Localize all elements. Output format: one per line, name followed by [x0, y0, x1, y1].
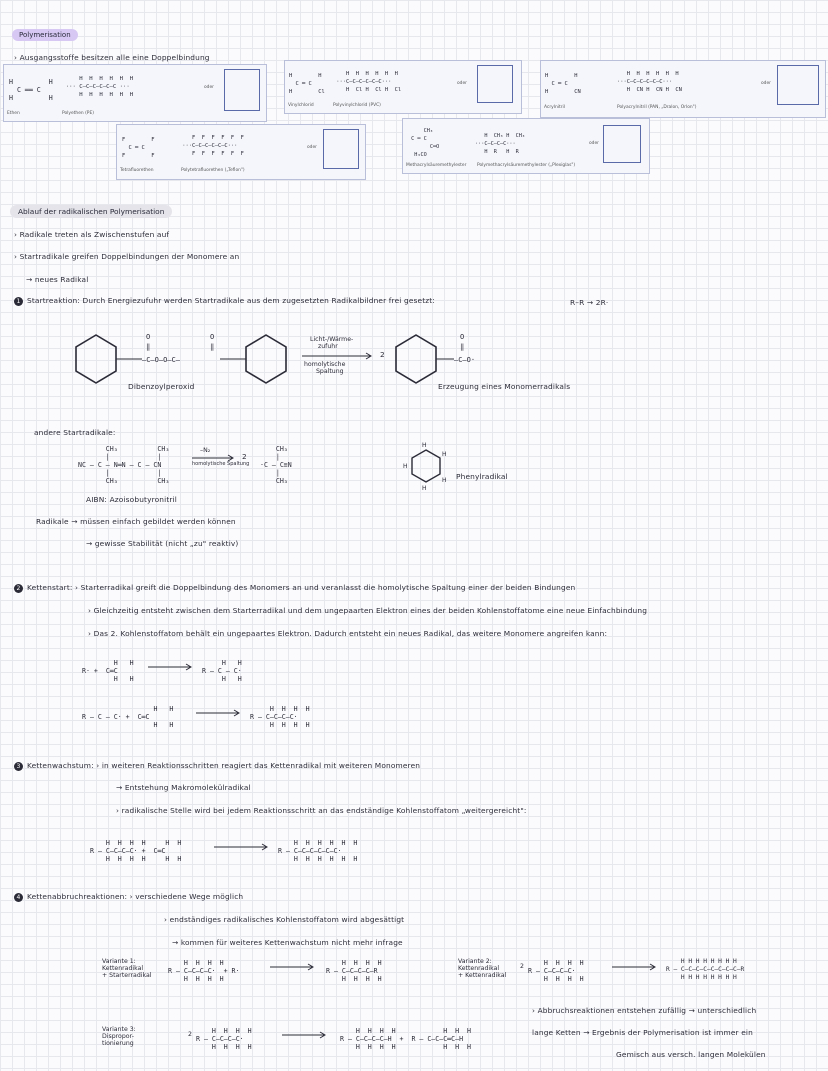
note-line: › Das 2. Kohlenstoffatom behält ein ungepaartes Elektron. Dadurch entsteht ein neues Radikal, das weitere Monomere angreifen kann: [88, 629, 608, 638]
step-text: Startreaktion: Durch Energiezufuhr werden Startradikale aus dem zugesetzten Radikalbildner frei gesetzt: [27, 296, 435, 305]
arrow-condition: Spaltung [316, 368, 344, 375]
svg-text:H: H [442, 451, 447, 458]
pmma-chain: H CH₃ H CH₃ ···C–C–C–C··· H R H R [475, 133, 525, 156]
ethen-formula: H H C ══ C H H [9, 77, 53, 102]
step-number-badge: 4 [14, 893, 23, 902]
step-kettenstart [14, 583, 575, 593]
wachstum-eq-left: H H H H H H R – C–C–C–C· + C═C H H H H H H [90, 838, 182, 863]
svg-text:‖: ‖ [460, 343, 465, 351]
arrow-condition: –N₂ [200, 447, 211, 454]
step-number-badge: 1 [14, 297, 23, 306]
monomer-caption: Vinylchlorid [288, 103, 314, 108]
aibn-label: AIBN: Azoisobutyronitril [86, 495, 177, 504]
variant-label: Variante 1: [102, 958, 136, 965]
ptfe-chain: F F F F F F ···C–C–C–C–C–C··· F F F F F F [182, 135, 244, 158]
note-line: → Entstehung Makromolekülradikal [116, 783, 251, 792]
structure-box-tetrafluorethen [116, 124, 366, 180]
wachstum-eq-right: H H H H H H R – C–C–C–C–C–C· H H H H H H [278, 838, 358, 863]
structure-box-acrylnitril [540, 60, 826, 118]
repeat-unit-bracket [777, 65, 819, 105]
svg-text:H: H [403, 463, 408, 470]
svg-text:O: O [210, 333, 215, 341]
polymer-caption: Polytetrafluorethen („Teflon") [181, 168, 245, 173]
variante3-left: H H H H R – C–C–C–C· H H H H [196, 1026, 252, 1051]
note-line: › endständiges radikalisches Kohlenstoffatom wird abgesättigt [164, 915, 405, 924]
dibenzoylperoxid-label: Dibenzoylperoxid [128, 382, 195, 391]
section-heading: Ablauf der radikalischen Polymerisation [10, 205, 172, 218]
monomer-caption: Ethen [7, 111, 20, 116]
variante1-left: H H H H R – C–C–C–C· + R· H H H H [168, 958, 240, 983]
svg-text:H: H [442, 477, 447, 484]
kettenstart-eq2-right: H H H H R – C–C–C–C· H H H H [250, 704, 310, 729]
vinylchlorid-formula: H H C ═ C H Cl [289, 73, 325, 96]
step-text: Kettenwachstum: › in weiteren Reaktionsschritten reagiert das Kettenradikal mit weiteren Monomeren [27, 761, 421, 770]
svg-text:–C–O·: –C–O· [454, 356, 476, 364]
pan-chain: H H H H H H ···C–C–C–C–C–C··· H CN H CN H CN [617, 71, 682, 94]
repeat-unit-bracket [477, 65, 513, 103]
other-starters-label: andere Startradikale: [34, 428, 116, 437]
phenyl-radical-structure [402, 440, 452, 490]
variant-label: Variante 3: [102, 1026, 136, 1033]
equation: R–R → 2R· [570, 298, 609, 307]
kettenstart-eq1-right: H H R – C – C· H H [202, 658, 242, 683]
polymer-caption: Polyacrylnitril (PAN, „Dralon, Orlon") [617, 105, 697, 110]
variant-label: Kettenradikal [458, 965, 500, 972]
svg-text:O: O [146, 333, 151, 341]
variante2-left: H H H H R – C–C–C–C· H H H H [528, 958, 584, 983]
reaction-arrow [302, 353, 374, 359]
svg-text:H: H [422, 485, 427, 492]
step-number-badge: 2 [14, 584, 23, 593]
polymer-caption: Polyvinylchlorid (PVC) [333, 103, 381, 108]
arrow-condition: homolytische Spaltung [192, 461, 250, 467]
arrow-condition: homolytische [304, 361, 346, 368]
reaction-arrow [612, 964, 658, 970]
variant-label: Kettenradikal [102, 965, 144, 972]
pe-chain: H H H H H H ··· C–C–C–C–C–C ··· H H H H H H [65, 75, 134, 98]
polymer-caption: Polyethen (PE) [62, 111, 94, 116]
acrylnitril-formula: H H C ═ C H CN [545, 73, 581, 96]
step-text: Kettenabbruchreaktionen: › verschiedene Wege möglich [27, 892, 244, 901]
repeat-unit-bracket [323, 129, 359, 169]
note-line: › Radikale treten als Zwischenstufen auf [14, 230, 170, 239]
variante1-right: H H H H R – C–C–C–C–R H H H H [326, 958, 382, 983]
arrow-condition: Licht-/Wärme- [310, 336, 354, 343]
variant-label: Variante 2: [458, 958, 492, 965]
svg-text:‖: ‖ [210, 343, 215, 351]
variant-label: Dispropor- [102, 1033, 134, 1040]
page-title: Polymerisation [12, 29, 78, 41]
coefficient: 2 [520, 963, 524, 970]
variant-label: + Starterradikal [102, 972, 152, 979]
svg-text:H: H [422, 442, 427, 449]
step-kettenabbruch [14, 892, 243, 902]
monomer-caption: Tetrafluorethen [120, 168, 154, 173]
coefficient: 2 [242, 452, 247, 461]
variant-label: tionierung [102, 1040, 134, 1047]
variante3-right: H H H H H H H R – C–C–C–C–H + R – C–C–C═C–H H H H H H H H [340, 1026, 472, 1051]
oder-label: oder [589, 141, 599, 146]
variant-label: + Kettenradikal [458, 972, 507, 979]
tfe-formula: F F C ═ C F F [122, 137, 155, 160]
aibn-radical-structure: CH₃ | ·C – C≡N | CH₃ [259, 444, 292, 485]
oder-label: oder [457, 81, 467, 86]
oder-label: oder [204, 85, 214, 90]
conclusion-line: Gemisch aus versch. langen Molekülen [616, 1050, 766, 1059]
note-line: › Startradikale greifen Doppelbindungen der Monomere an [14, 252, 240, 261]
reaction-arrow [282, 1032, 328, 1038]
reaction-arrow [196, 710, 242, 716]
variante2-right: H H H H H H H H R – C–C–C–C–C–C–C–C–R H H H H H H H H [666, 958, 745, 982]
oder-label: oder [307, 145, 317, 150]
step-text: Kettenstart: › Starterradikal greift die Doppelbindung des Monomers an und veranlasst die homolytische Spaltung einer der beiden Bindungen [27, 583, 576, 592]
structure-box-vinylchlorid [284, 60, 522, 114]
repeat-unit-bracket [224, 69, 260, 111]
svg-text:–C–O–O–C–: –C–O–O–C– [142, 356, 180, 364]
note-line: Radikale → müssen einfach gebildet werden können [36, 517, 236, 526]
svg-text:‖: ‖ [146, 343, 151, 351]
structure-box-ethen [3, 64, 267, 122]
oder-label: oder [761, 81, 771, 86]
monomer-caption: Methacrylsäuremethylester [406, 163, 467, 168]
structure-box-pmma [402, 118, 650, 174]
coefficient: 2 [380, 350, 385, 359]
monomer-radical-label: Erzeugung eines Monomerradikals [438, 382, 571, 391]
step-number-badge: 3 [14, 762, 23, 771]
note-line: › radikalische Stelle wird bei jedem Reaktionsschritt an das endständige Kohlenstoffatom „weitergereicht": [116, 806, 527, 815]
mma-formula: CH₃ C ═ C C═O H₃CO [411, 128, 440, 159]
note-line: → gewisse Stabilität (nicht „zu" reaktiv) [86, 539, 239, 548]
note-line: › Gleichzeitig entsteht zwischen dem Starterradikal und dem ungepaarten Elektron eines der beiden Kohlenstoffatome eine neue Einfachbindung [88, 606, 648, 615]
pvc-chain: H H H H H H ···C–C–C–C–C–C··· H Cl H Cl H Cl [336, 71, 402, 94]
svg-text:O: O [460, 333, 465, 341]
conclusion-line: lange Ketten → Ergebnis der Polymerisation ist immer ein [532, 1028, 753, 1037]
note-line: → neues Radikal [26, 275, 89, 284]
aibn-structure: CH₃ CH₃ | | NC – C – N═N – C – CN | | CH₃ CH₃ [78, 444, 170, 485]
note-line: → kommen für weiteres Kettenwachstum nicht mehr infrage [172, 938, 403, 947]
conclusion-line: › Abbruchsreaktionen entstehen zufällig → unterschiedlich [532, 1006, 757, 1015]
polymer-caption: Polymethacrylsäuremethylester („Plexiglas") [477, 163, 576, 168]
phenyl-radical-label: Phenylradikal [456, 472, 508, 481]
arrow-condition: zufuhr [318, 343, 338, 350]
intro-note: › Ausgangsstoffe besitzen alle eine Doppelbindung [14, 53, 210, 62]
kettenstart-eq1-left: H H R· + C═C H H [82, 658, 134, 683]
step-kettenwachstum [14, 761, 420, 771]
repeat-unit-bracket [603, 125, 641, 163]
step-startreaktion [14, 296, 435, 306]
coefficient: 2 [188, 1031, 192, 1038]
monomer-caption: Acrylnitril [544, 105, 565, 110]
reaction-arrow [270, 964, 316, 970]
kettenstart-eq2-left: H H R – C – C· + C═C H H [82, 704, 174, 729]
reaction-arrow [148, 664, 194, 670]
reaction-arrow [214, 844, 270, 850]
